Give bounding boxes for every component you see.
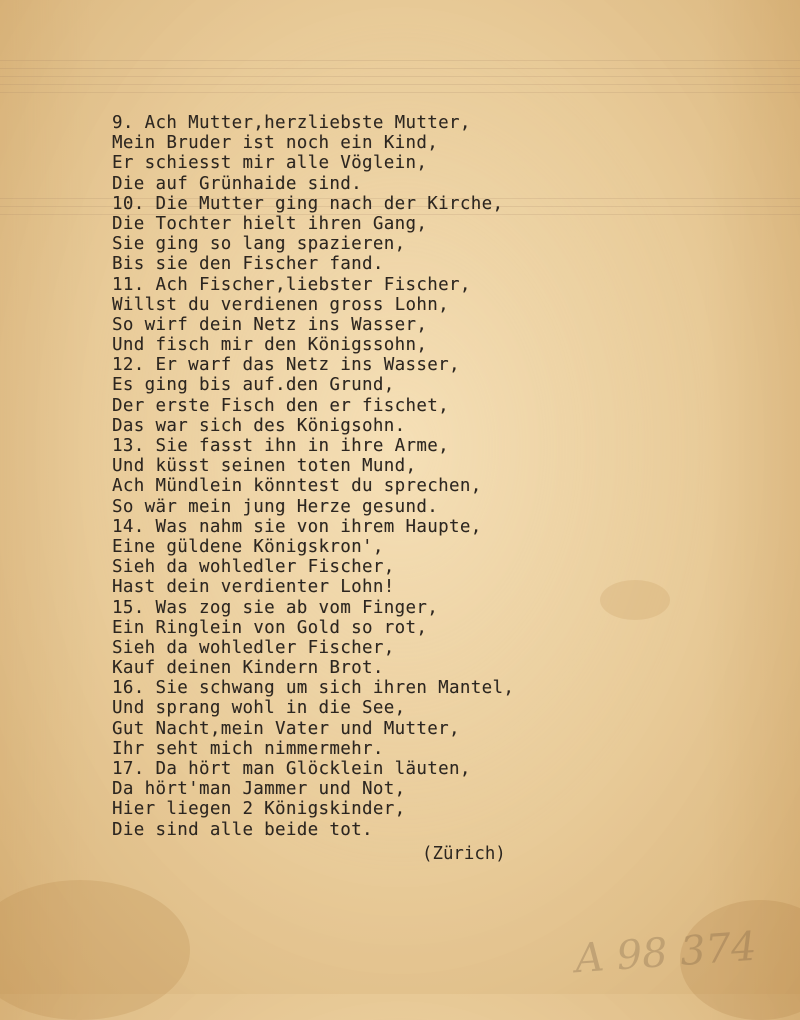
poem-line: Die sind alle beide tot. bbox=[112, 819, 373, 840]
poem-line: 10. Die Mutter ging nach der Kirche, bbox=[112, 193, 504, 214]
poem-line: Die Tochter hielt ihren Gang, bbox=[112, 213, 428, 234]
poem-line: 14. Was nahm sie von ihrem Haupte, bbox=[112, 516, 482, 537]
poem-line: Sie ging so lang spazieren, bbox=[112, 234, 406, 255]
poem-line: Bis sie den Fischer fand. bbox=[112, 254, 384, 275]
poem-line: Hier liegen 2 Königskinder, bbox=[112, 799, 406, 820]
poem-line: Ein Ringlein von Gold so rot, bbox=[112, 617, 428, 638]
poem-line: Gut Nacht,mein Vater und Mutter, bbox=[112, 718, 460, 739]
poem-line: Und sprang wohl in die See, bbox=[112, 698, 406, 719]
poem-line: Willst du verdienen gross Lohn, bbox=[112, 294, 449, 315]
poem-line: Die auf Grünhaide sind. bbox=[112, 173, 363, 194]
paper-stain bbox=[0, 880, 190, 1020]
poem-line: Ach Mündlein könntest du sprechen, bbox=[112, 476, 482, 497]
bleed-through-staff-line bbox=[0, 60, 800, 61]
poem-line: Hast dein verdienter Lohn! bbox=[112, 577, 395, 598]
poem-line: Und fisch mir den Königssohn, bbox=[112, 335, 428, 356]
source-note: (Zürich) bbox=[422, 844, 506, 864]
poem-line: 15. Was zog sie ab vom Finger, bbox=[112, 597, 439, 618]
poem-line: Das war sich des Königsohn. bbox=[112, 415, 406, 436]
poem-line: Er schiesst mir alle Vöglein, bbox=[112, 153, 428, 174]
poem-line: Und küsst seinen toten Mund, bbox=[112, 456, 417, 477]
bleed-through-staff-line bbox=[0, 84, 800, 85]
poem-line: Ihr seht mich nimmermehr. bbox=[112, 738, 384, 759]
poem-line: 9. Ach Mutter,herzliebste Mutter, bbox=[112, 113, 471, 133]
poem-line: 11. Ach Fischer,liebster Fischer, bbox=[112, 274, 471, 295]
poem-line: So wär mein jung Herze gesund. bbox=[112, 496, 439, 517]
poem-line: Kauf deinen Kindern Brot. bbox=[112, 658, 384, 679]
poem-line: Mein Bruder ist noch ein Kind, bbox=[112, 133, 439, 154]
poem-line: 17. Da hört man Glöcklein läuten, bbox=[112, 759, 471, 779]
bleed-through-staff-line bbox=[0, 76, 800, 77]
poem-line: Da hört'man Jammer und Not, bbox=[112, 779, 406, 800]
poem-line: 12. Er warf das Netz ins Wasser, bbox=[112, 355, 460, 376]
poem-line: Eine güldene Königskron', bbox=[112, 536, 384, 557]
paper-stain bbox=[600, 580, 670, 620]
poem-line: 16. Sie schwang um sich ihren Mantel, bbox=[112, 678, 515, 699]
poem-line: 13. Sie fasst ihn in ihre Arme, bbox=[112, 436, 449, 456]
poem-line: Es ging bis auf.den Grund, bbox=[112, 375, 395, 396]
poem-verses bbox=[112, 113, 514, 840]
poem-line: Sieh da wohledler Fischer, bbox=[112, 557, 395, 578]
archive-number-stamp: A 98 374 bbox=[573, 923, 758, 983]
bleed-through-staff-line bbox=[0, 92, 800, 93]
poem-line: Der erste Fisch den er fischet, bbox=[112, 395, 449, 416]
bleed-through-staff-line bbox=[0, 68, 800, 69]
poem-line: So wirf dein Netz ins Wasser, bbox=[112, 314, 428, 335]
poem-line: Sieh da wohledler Fischer, bbox=[112, 637, 395, 658]
